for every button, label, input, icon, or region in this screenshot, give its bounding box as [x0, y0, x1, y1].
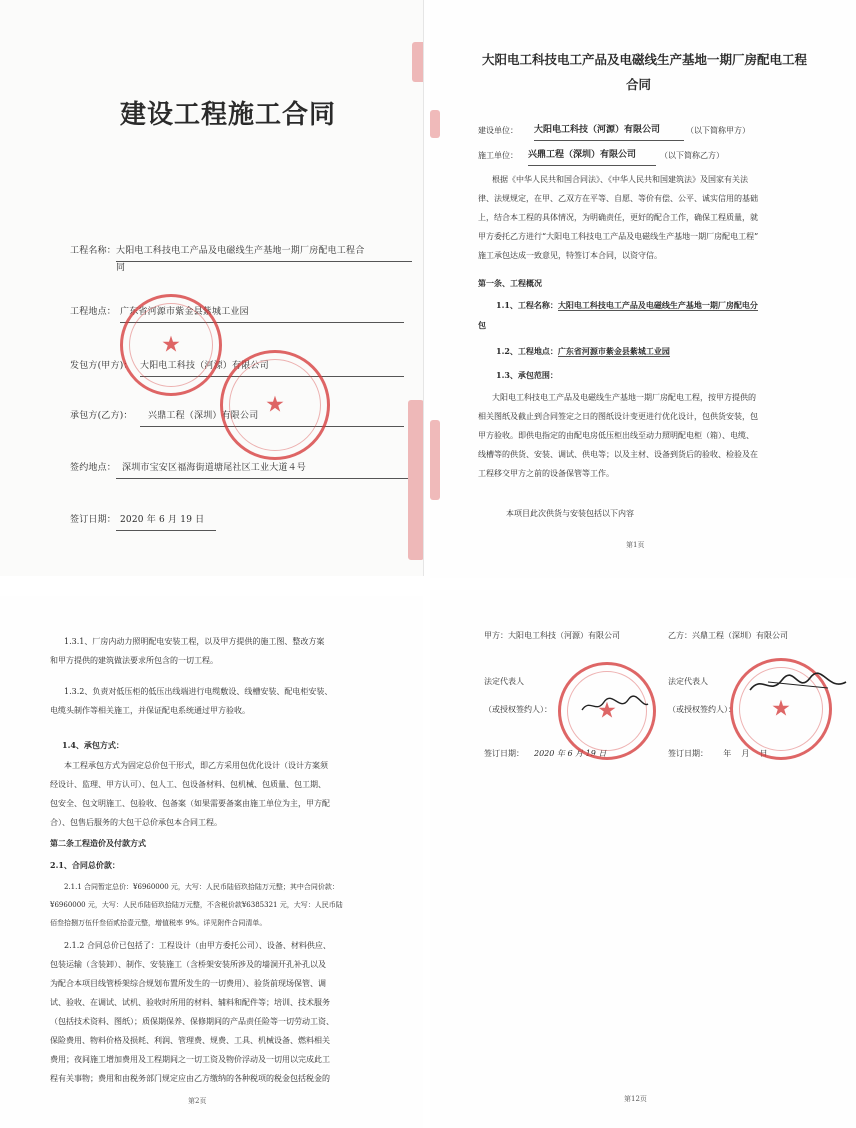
party-b-line: 乙方：兴鼎工程（深圳）有限公司 [668, 631, 788, 640]
para-1-3-2 [50, 682, 412, 720]
seam-stamp-edge [430, 110, 440, 138]
para-line: 包安全、包文明施工、包验收、包备案（如果需要备案由施工单位为主，甲方配 [50, 799, 330, 808]
section-1-1-label: 1.1、工程名称： [496, 300, 558, 310]
para-line: 1.3.1、厂房内动力照明配电安装工程，以及甲方提供的施工图、整改方案 [64, 637, 325, 646]
para-line: 和甲方提供的建筑做法要求所包含的一切工程。 [50, 656, 218, 665]
party-a-value: 大阳电工科技（河源）有限公司 [140, 356, 404, 377]
para-line: 本工程承包方式为固定总价包干形式，即乙方采用包优化设计（设计方案须 [64, 761, 328, 770]
intro-paragraph [478, 170, 848, 265]
scope-paragraph [478, 388, 848, 483]
scope-line: 相关图纸及截止到合同签定之日的图纸设计变更进行优化设计，包供货安装，包 [478, 412, 758, 421]
party-a-label: 发包方(甲方)： [70, 361, 133, 371]
project-location-value: 广东省河源市紫金县紫城工业园 [120, 302, 404, 323]
contractor-value: 兴鼎工程（深圳）有限公司 [528, 146, 656, 166]
para-line: （包括技术资料、图纸）；质保期保养、保修期间的产品责任险等一切劳动工资、 [50, 1017, 334, 1026]
contractor-label: 施工单位： [478, 151, 518, 160]
section-1-1 [496, 296, 758, 315]
contractor-note: （以下简称乙方） [660, 151, 724, 160]
para-line: 为配合本项目线管桥架综合规划布置所发生的一切费用）、验货前现场保管、调 [50, 979, 326, 988]
para-line: 费用；夜间施工增加费用及工程期间之一切工资及物价浮动及一切用以完成此工 [50, 1055, 330, 1064]
signature-page [430, 590, 856, 1128]
sign-date-label: 签订日期： [70, 515, 117, 525]
scope-line: 工程移交甲方之前的设备保管等工作。 [478, 469, 614, 478]
para-line: 2.1.2 合同总价已包括了：工程设计（由甲方委托公司）、设备、材料供应、 [64, 941, 331, 950]
party-a-seal: ★ [558, 662, 656, 760]
sign-date-b: 签订日期： 年 月 日 [668, 749, 768, 758]
project-location-label: 工程地点： [70, 307, 117, 317]
article-1-heading: 第一条、工程概况 [478, 278, 542, 288]
legal-rep-b: 法定代表人 [668, 677, 708, 686]
sign-date-a-label: 签订日期： [484, 749, 524, 758]
builder-label: 建设单位： [478, 126, 518, 135]
section-1-1-value-cont: 包 [478, 320, 486, 330]
para-line: 程有关事物；费用和由税务部门规定应由乙方缴纳的各种税项的税金包括税金的 [50, 1074, 330, 1083]
party-b-value: 兴鼎工程（深圳）有限公司 [140, 406, 404, 427]
contract-page-2 [0, 596, 423, 1128]
party-a-seal: ★ [120, 294, 222, 396]
project-name-label: 工程名称： [70, 246, 117, 256]
para-line: 试、验收、在调试、试机、验收时所用的材料、辅料和配件等；培训、技术服务 [50, 998, 330, 1007]
sign-date-value: 2020 年 6 月 19 日 [116, 510, 216, 531]
para-2-1-1 [50, 878, 412, 932]
sign-place-value: 深圳市宝安区福海街道塘尾社区工业大道４号 [116, 458, 408, 479]
intro-line: 律、法规规定，在甲、乙双方在平等、自愿、等价有偿、公平、诚实信用的基础 [478, 194, 758, 203]
builder-note: （以下简称甲方） [686, 126, 750, 135]
builder-value: 大阳电工科技（河源）有限公司 [534, 121, 684, 141]
para-1-4 [50, 756, 412, 832]
para-1-3-1 [50, 632, 412, 670]
section-1-2-label: 1.2、工程地点： [496, 346, 558, 356]
party-b-label: 承包方(乙方)： [70, 411, 133, 421]
legal-rep-a: 法定代表人 [484, 677, 524, 686]
para-line: 保险费用、物料价格及损耗、利润、管理费、规费、工具、机械设备、燃料相关 [50, 1036, 330, 1045]
section-1-3-heading: 1.3、承包范围： [496, 370, 558, 380]
scope-line: 线槽等的供货、安装、调试、供电等；以及主材、设备到货后的验收、检验及在 [478, 450, 758, 459]
article-2-heading: 第二条工程造价及付款方式 [50, 838, 146, 848]
para-line: 包装运输（含装卸）、制作、安装施工（含桥架安装所涉及的墙洞开孔补孔以及 [50, 960, 326, 969]
para-line: 佰叁拾捌万伍仟叁佰贰拾壹元整，增值税率 9%。详见附件合同清单。 [50, 919, 267, 927]
para-2-1-2 [50, 936, 412, 1088]
sign-date-a-value: 2020 年 6 月 19 日 [534, 749, 607, 758]
section-1-2 [496, 342, 670, 361]
cover-page [0, 0, 424, 576]
section-2-1-heading: 2.1、合同总价款： [50, 860, 120, 870]
para-line: 2.1.1 合同暂定总价：¥6960000 元，大写：人民币陆佰玖拾陆万元整；其中合同价款： [64, 883, 339, 891]
signature-a [580, 694, 650, 716]
sign-place-label: 签约地点： [70, 463, 117, 473]
signature-b [748, 670, 848, 700]
page2-title: 大阳电工科技电工产品及电磁线生产基地一期厂房配电工程 [482, 52, 808, 67]
para-line: 合）、包售后服务的大包干总价承包本合同工程。 [50, 818, 222, 827]
seam-stamp-edge-lower [408, 400, 424, 560]
page-number: 第1页 [626, 541, 645, 549]
intro-line: 根据《中华人民共和国合同法》、《中华人民共和国建筑法》及国家有关法 [492, 175, 748, 184]
party-a-line: 甲方：大阳电工科技（河源）有限公司 [484, 631, 620, 640]
party-b-seal: ★ [730, 658, 832, 760]
contract-page-1 [430, 0, 856, 578]
section-1-4-heading: 1.4、承包方式： [62, 740, 124, 750]
section-1-1-value: 大阳电工科技电工产品及电磁线生产基地一期厂房配电分 [557, 300, 758, 310]
closing-line: 本项目此次供货与安装包括以下内容 [506, 509, 634, 518]
para-line: 电缆头制作等相关施工，并保证配电系统通过甲方验收。 [50, 706, 250, 715]
para-line: 经设计、监理、甲方认可）、包人工、包设备材料、包机械、包质量、包工期、 [50, 780, 326, 789]
party-b-seal: ★ [220, 350, 330, 460]
intro-line: 甲方委托乙方进行“大阳电工科技电工产品及电磁线生产基地一期厂房配电工程” [478, 232, 759, 241]
page2-title-cont: 合同 [626, 77, 652, 92]
contract-title: 建设工程施工合同 [120, 100, 337, 130]
seam-stamp-edge [412, 42, 424, 82]
scope-line: 大阳电工科技电工产品及电磁线生产基地一期厂房配电工程，按甲方提供的 [492, 393, 756, 402]
project-name-value: 大阳电工科技电工产品及电磁线生产基地一期厂房配电工程合 [116, 241, 412, 262]
page-number: 第12页 [624, 1095, 647, 1103]
project-name-value-cont: 同 [116, 263, 126, 273]
authorized-b: （或授权签约人）： [668, 705, 736, 714]
intro-line: 施工承包达成一致意见，特签订本合同，以资守信。 [478, 251, 662, 260]
para-line: ¥6960000 元，大写：人民币陆佰玖拾陆万元整，不含税价款¥6385321 元，大写：人民币陆 [50, 901, 343, 909]
para-line: 1.3.2、负责对低压柜的低压出线端进行电缆敷设、线槽安装、配电柜安装、 [64, 687, 333, 696]
seam-stamp-edge-lower [430, 420, 440, 500]
intro-line: 上，结合本工程的具体情况，为明确责任，更好的配合工作，确保工程质量，就 [478, 213, 758, 222]
section-1-2-value: 广东省河源市紫金县紫城工业园 [557, 346, 670, 356]
scope-line: 甲方验收。即供电指定的由配电房低压柜出线至动力照明配电柜（箱）、电缆、 [478, 431, 754, 440]
page-number: 第2页 [188, 1097, 207, 1105]
authorized-a: （或授权签约人）： [484, 705, 552, 714]
